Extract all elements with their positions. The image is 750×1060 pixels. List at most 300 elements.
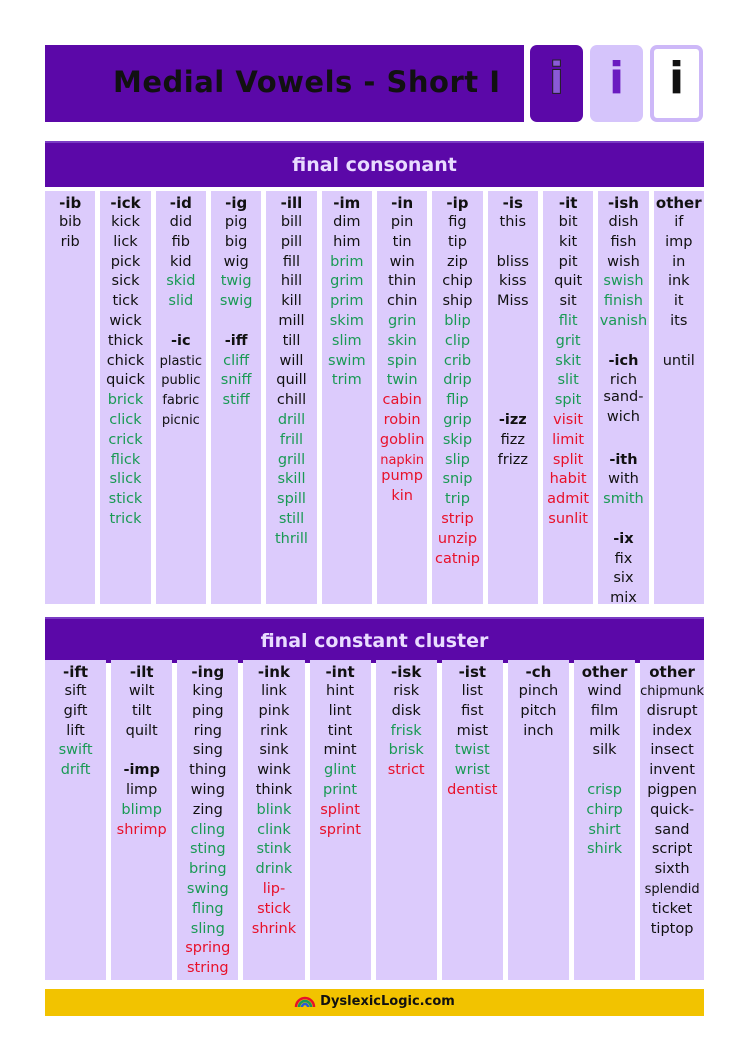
sub-heading: -ix xyxy=(613,530,634,547)
word-item: limp xyxy=(125,781,158,798)
word-item: robin xyxy=(383,411,421,428)
word-item: pin xyxy=(390,214,414,230)
column-heading: -ib xyxy=(59,194,82,212)
word-item: grit xyxy=(555,332,581,349)
word-item: twig xyxy=(220,273,252,290)
word-item: twin xyxy=(386,372,418,389)
word-item: fish xyxy=(610,233,637,250)
word-item: strip xyxy=(441,510,474,527)
footer-brand[interactable] xyxy=(45,994,704,1009)
word-item: sniff xyxy=(220,372,252,389)
word-item: quilt xyxy=(125,722,158,739)
word-item: lip- xyxy=(262,880,286,897)
word-item: blink xyxy=(256,801,292,818)
word-item: wrist xyxy=(454,762,490,779)
word-item: bill xyxy=(280,214,303,230)
word-item: chin xyxy=(386,293,418,310)
word-item: mint xyxy=(323,742,357,759)
letter-glyph: i xyxy=(668,53,685,104)
word-item: cabin xyxy=(382,392,422,409)
word-item: it xyxy=(673,293,684,310)
word-column xyxy=(654,191,704,604)
section-title: final consonant xyxy=(292,154,457,176)
word-item: frisk xyxy=(390,722,422,739)
word-item: pink xyxy=(258,702,290,719)
word-item: chipmunk xyxy=(640,684,705,699)
title-bar xyxy=(45,45,524,122)
word-item: vanish xyxy=(599,312,648,329)
word-item: kick xyxy=(111,214,140,230)
column-heading: -ill xyxy=(280,194,303,212)
word-item: limit xyxy=(552,431,585,448)
spacer xyxy=(488,233,538,253)
word-item: cliff xyxy=(223,352,250,369)
word-item: slit xyxy=(557,372,579,389)
word-item: quick- xyxy=(650,801,695,818)
word-item: drill xyxy=(277,411,306,428)
column-heading: -in xyxy=(391,194,414,212)
word-item: swift xyxy=(58,742,93,759)
word-item: ship xyxy=(442,293,473,310)
word-item: swim xyxy=(328,352,366,369)
word-item: till xyxy=(282,332,301,349)
spacer xyxy=(654,332,704,352)
column-heading: other xyxy=(581,663,628,681)
word-item: stick xyxy=(257,900,291,917)
word-item: fizz xyxy=(500,431,525,448)
word-item: think xyxy=(255,781,293,798)
word-item: admit xyxy=(547,491,590,508)
word-item: milk xyxy=(589,722,620,739)
spacer xyxy=(574,761,635,781)
word-item: splendid xyxy=(644,881,700,897)
spacer xyxy=(488,352,538,372)
word-item: slid xyxy=(168,293,194,310)
column-heading: -isk xyxy=(391,663,422,681)
word-item: tip xyxy=(448,233,467,250)
word-item: slim xyxy=(331,332,362,349)
column-heading: -ift xyxy=(63,663,89,681)
word-item: silk xyxy=(592,742,617,759)
word-item: shirt xyxy=(588,821,621,838)
word-item: rib xyxy=(60,233,80,250)
word-item: picnic xyxy=(161,412,200,428)
word-item: pump xyxy=(381,468,423,485)
word-item: chill xyxy=(276,392,307,409)
word-item: grin xyxy=(387,312,417,329)
letter-tile-purple xyxy=(590,45,643,122)
word-item: print xyxy=(323,781,358,798)
word-item: sand- xyxy=(603,389,644,406)
word-item: tick xyxy=(112,293,139,310)
word-item: swig xyxy=(219,293,253,310)
spacer xyxy=(488,332,538,352)
word-item: thin xyxy=(388,273,417,290)
page-title: Medial Vowels - Short I xyxy=(113,65,501,99)
sub-heading: -ich xyxy=(608,352,639,369)
word-item: crisp xyxy=(587,781,622,798)
word-item: will xyxy=(279,352,304,369)
column-heading: other xyxy=(649,663,695,681)
word-item: bib xyxy=(58,214,82,230)
word-item: plastic xyxy=(159,353,203,369)
sub-heading: -iff xyxy=(224,332,248,349)
word-item: sunlit xyxy=(548,510,588,527)
word-item: drink xyxy=(255,861,293,878)
word-item: grill xyxy=(277,451,306,468)
word-item: dentist xyxy=(447,781,498,798)
word-item: wilt xyxy=(128,683,155,699)
word-item: ticket xyxy=(651,900,693,917)
word-item: pinch xyxy=(518,683,559,699)
word-column xyxy=(310,660,371,980)
column-heading: -ick xyxy=(110,194,141,212)
word-item: rink xyxy=(260,722,288,739)
word-item: hill xyxy=(280,273,303,290)
column-heading: -int xyxy=(325,663,355,681)
column-heading: -ist xyxy=(458,663,487,681)
column-heading: -im xyxy=(333,194,361,212)
word-item: fix xyxy=(614,550,633,567)
word-item: frill xyxy=(279,431,304,448)
word-item: fig xyxy=(448,214,467,230)
word-item: disk xyxy=(391,702,421,719)
word-column xyxy=(574,660,635,980)
word-item: pig xyxy=(224,214,248,230)
word-item: mix xyxy=(610,590,637,607)
word-item: slick xyxy=(109,471,142,488)
word-item: him xyxy=(333,233,361,250)
word-item: zing xyxy=(192,801,223,818)
word-item: sink xyxy=(259,742,289,759)
footer-text: DyslexicLogic.com xyxy=(320,994,455,1009)
word-item: invent xyxy=(649,762,695,779)
spacer xyxy=(156,312,206,332)
word-item: skim xyxy=(329,312,364,329)
word-item: sling xyxy=(190,920,225,937)
word-item: wick xyxy=(109,312,142,329)
word-item: thick xyxy=(107,332,144,349)
letter-tile-outline xyxy=(530,45,583,122)
word-item: with xyxy=(608,471,639,488)
word-item: brim xyxy=(330,253,364,270)
word-item: stink xyxy=(256,841,292,858)
column-heading: -ish xyxy=(607,194,639,212)
sub-heading: -imp xyxy=(123,762,160,779)
word-column xyxy=(100,191,150,604)
word-item: wing xyxy=(190,781,225,798)
word-item: skit xyxy=(555,352,581,369)
word-item: chirp xyxy=(586,801,623,818)
word-item: ink xyxy=(667,273,690,290)
word-item: prim xyxy=(330,293,364,310)
final-consonant-columns xyxy=(45,191,704,607)
word-column xyxy=(211,191,261,604)
word-item: flick xyxy=(110,451,141,468)
word-item: click xyxy=(109,411,142,428)
word-item: index xyxy=(652,722,692,739)
word-item: brick xyxy=(107,392,144,409)
word-item: sprint xyxy=(319,821,361,838)
word-item: fill xyxy=(282,253,301,270)
word-item: mist xyxy=(456,722,489,739)
word-item: grip xyxy=(443,411,472,428)
word-item: lick xyxy=(113,233,138,250)
word-item: dish xyxy=(608,214,639,230)
word-item: pill xyxy=(280,233,303,250)
spacer xyxy=(111,741,172,761)
spacer xyxy=(598,510,648,530)
word-item: lint xyxy=(328,702,352,719)
word-item: frizz xyxy=(497,451,528,468)
section-header-final-cluster xyxy=(45,617,704,663)
word-item: kit xyxy=(559,233,578,250)
word-item: still xyxy=(278,510,305,527)
word-item: tiptop xyxy=(650,920,694,937)
column-heading: -ip xyxy=(446,194,469,212)
word-item: clink xyxy=(257,821,291,838)
word-item: tilt xyxy=(131,702,152,719)
word-item: in xyxy=(672,253,686,270)
word-item: script xyxy=(651,841,693,858)
word-item: did xyxy=(169,214,193,230)
word-item: spit xyxy=(554,392,582,409)
word-item: this xyxy=(499,214,527,230)
word-item: gift xyxy=(63,702,88,719)
word-item: shrimp xyxy=(116,821,167,838)
word-item: swing xyxy=(186,880,229,897)
word-item: if xyxy=(674,214,684,230)
word-item: smith xyxy=(603,491,644,508)
column-heading: -it xyxy=(558,194,578,212)
word-item: quick xyxy=(106,372,145,389)
word-item: list xyxy=(461,683,483,699)
word-item: brisk xyxy=(388,742,424,759)
word-item: wind xyxy=(587,683,622,699)
word-item: catnip xyxy=(434,550,480,567)
word-item: bit xyxy=(558,214,578,230)
word-item: wink xyxy=(257,762,291,779)
rainbow-logo-icon xyxy=(294,995,316,1009)
word-item: ping xyxy=(191,702,224,719)
section-title: final constant cluster xyxy=(260,630,489,652)
section-header-final-consonant xyxy=(45,141,704,187)
word-item: kiss xyxy=(499,273,527,290)
word-item: split xyxy=(552,451,584,468)
word-item: king xyxy=(192,683,224,699)
word-item: spill xyxy=(277,491,306,508)
word-item: spin xyxy=(387,352,418,369)
word-item: kid xyxy=(170,253,192,270)
spacer xyxy=(488,371,538,391)
word-item: public xyxy=(161,373,201,389)
word-item: skill xyxy=(277,471,306,488)
word-item: flip xyxy=(446,392,469,409)
word-item: until xyxy=(662,352,695,369)
word-item: drift xyxy=(60,762,91,779)
word-item: visit xyxy=(553,411,584,428)
word-item: link xyxy=(261,683,287,699)
word-item: thing xyxy=(189,762,227,779)
word-item: kin xyxy=(391,488,413,505)
letter-tile-plain xyxy=(650,45,703,122)
word-item: shrink xyxy=(251,920,297,937)
word-item: fist xyxy=(461,702,484,719)
word-item: chick xyxy=(106,352,145,369)
word-item: film xyxy=(590,702,619,719)
word-item: fling xyxy=(192,900,224,917)
column-heading: other xyxy=(655,194,702,212)
final-cluster-columns xyxy=(45,660,704,980)
word-item: quill xyxy=(276,372,307,389)
word-column xyxy=(45,660,106,980)
spacer xyxy=(488,312,538,332)
word-item: glint xyxy=(323,762,357,779)
word-item: kill xyxy=(281,293,302,310)
word-item: sit xyxy=(559,293,577,310)
word-item: ring xyxy=(193,722,222,739)
word-item: insect xyxy=(650,742,694,759)
column-heading: -is xyxy=(502,194,523,212)
word-item: crib xyxy=(443,352,472,369)
word-item: cling xyxy=(190,821,226,838)
column-heading: -ing xyxy=(191,663,225,681)
word-column xyxy=(442,660,503,980)
word-item: strict xyxy=(387,762,425,779)
word-column xyxy=(432,191,482,604)
word-item: blimp xyxy=(121,801,162,818)
word-item: spring xyxy=(185,940,231,957)
word-item: big xyxy=(224,233,248,250)
word-column xyxy=(45,191,95,604)
word-column xyxy=(177,660,238,980)
word-item: hint xyxy=(326,683,355,699)
word-item: goblin xyxy=(379,431,425,448)
word-item: chip xyxy=(442,273,473,290)
word-column xyxy=(377,191,427,604)
word-item: skid xyxy=(166,273,196,290)
word-column xyxy=(376,660,437,980)
word-item: inch xyxy=(523,722,554,739)
word-item: tin xyxy=(392,233,412,250)
word-item: trim xyxy=(331,372,362,389)
word-item: wig xyxy=(223,253,249,270)
word-item: clip xyxy=(444,332,471,349)
word-item: pigpen xyxy=(647,781,697,798)
word-item: habit xyxy=(549,471,587,488)
word-item: pitch xyxy=(520,702,557,719)
word-column xyxy=(543,191,593,604)
letter-glyph: i xyxy=(548,53,565,104)
word-item: imp xyxy=(665,233,693,250)
word-column xyxy=(156,191,206,604)
word-item: lift xyxy=(66,722,85,739)
word-item: disrupt xyxy=(646,702,698,719)
word-item: swish xyxy=(603,273,644,290)
word-item: string xyxy=(187,960,229,977)
word-item: wish xyxy=(607,253,640,270)
word-column xyxy=(322,191,372,604)
column-heading: -id xyxy=(169,194,192,212)
footer-bar xyxy=(45,989,704,1016)
word-item: win xyxy=(389,253,415,270)
word-item: finish xyxy=(603,293,643,310)
word-item: pit xyxy=(558,253,578,270)
word-item: wich xyxy=(606,408,640,425)
letter-glyph: i xyxy=(608,53,625,104)
sub-heading: -izz xyxy=(498,411,527,428)
word-item: risk xyxy=(393,683,420,699)
spacer xyxy=(598,431,648,451)
word-item: dim xyxy=(333,214,361,230)
word-column xyxy=(488,191,538,604)
word-item: quit xyxy=(554,273,583,290)
sub-heading: -ic xyxy=(171,332,191,349)
word-item: trick xyxy=(109,510,142,527)
word-item: fabric xyxy=(162,393,200,409)
word-item: mill xyxy=(278,312,305,329)
word-item: sick xyxy=(111,273,140,290)
word-item: slip xyxy=(445,451,470,468)
word-item: bliss xyxy=(496,253,529,270)
spacer xyxy=(211,312,261,332)
sub-heading: -ith xyxy=(609,451,638,468)
word-item: fib xyxy=(171,233,190,250)
word-column xyxy=(243,660,304,980)
word-item: flit xyxy=(558,312,578,329)
word-item: snip xyxy=(442,471,473,488)
word-item: splint xyxy=(320,801,360,818)
word-item: drip xyxy=(443,372,472,389)
word-item: grim xyxy=(330,273,364,290)
word-item: thrill xyxy=(275,530,308,547)
word-column xyxy=(598,191,648,607)
word-column xyxy=(640,660,704,980)
word-item: Miss xyxy=(496,293,529,310)
word-item: trip xyxy=(445,491,470,508)
word-item: rich xyxy=(609,372,638,389)
word-item: twist xyxy=(454,742,490,759)
word-column xyxy=(508,660,569,980)
column-heading: -ig xyxy=(225,194,248,212)
word-item: zip xyxy=(447,253,468,270)
column-heading: -ink xyxy=(257,663,290,681)
word-item: sand xyxy=(654,821,690,838)
column-heading: -ch xyxy=(525,663,552,681)
word-item: blip xyxy=(444,312,471,329)
word-item: tint xyxy=(327,722,353,739)
word-item: skin xyxy=(387,332,417,349)
word-item: six xyxy=(613,570,634,587)
word-item: sing xyxy=(192,742,223,759)
word-item: sift xyxy=(64,683,87,699)
spacer xyxy=(488,391,538,411)
word-item: crick xyxy=(108,431,143,448)
word-item: skip xyxy=(442,431,473,448)
word-item: shirk xyxy=(586,841,623,858)
word-item: unzip xyxy=(437,530,478,547)
word-item: pick xyxy=(110,253,141,270)
word-item: stiff xyxy=(222,392,250,409)
word-column xyxy=(111,660,172,980)
word-item: napkin xyxy=(380,452,425,468)
spacer xyxy=(598,332,648,352)
word-column xyxy=(266,191,316,604)
word-item: its xyxy=(670,312,688,329)
word-item: sting xyxy=(189,841,226,858)
word-item: bring xyxy=(189,861,227,878)
column-heading: -ilt xyxy=(129,663,154,681)
